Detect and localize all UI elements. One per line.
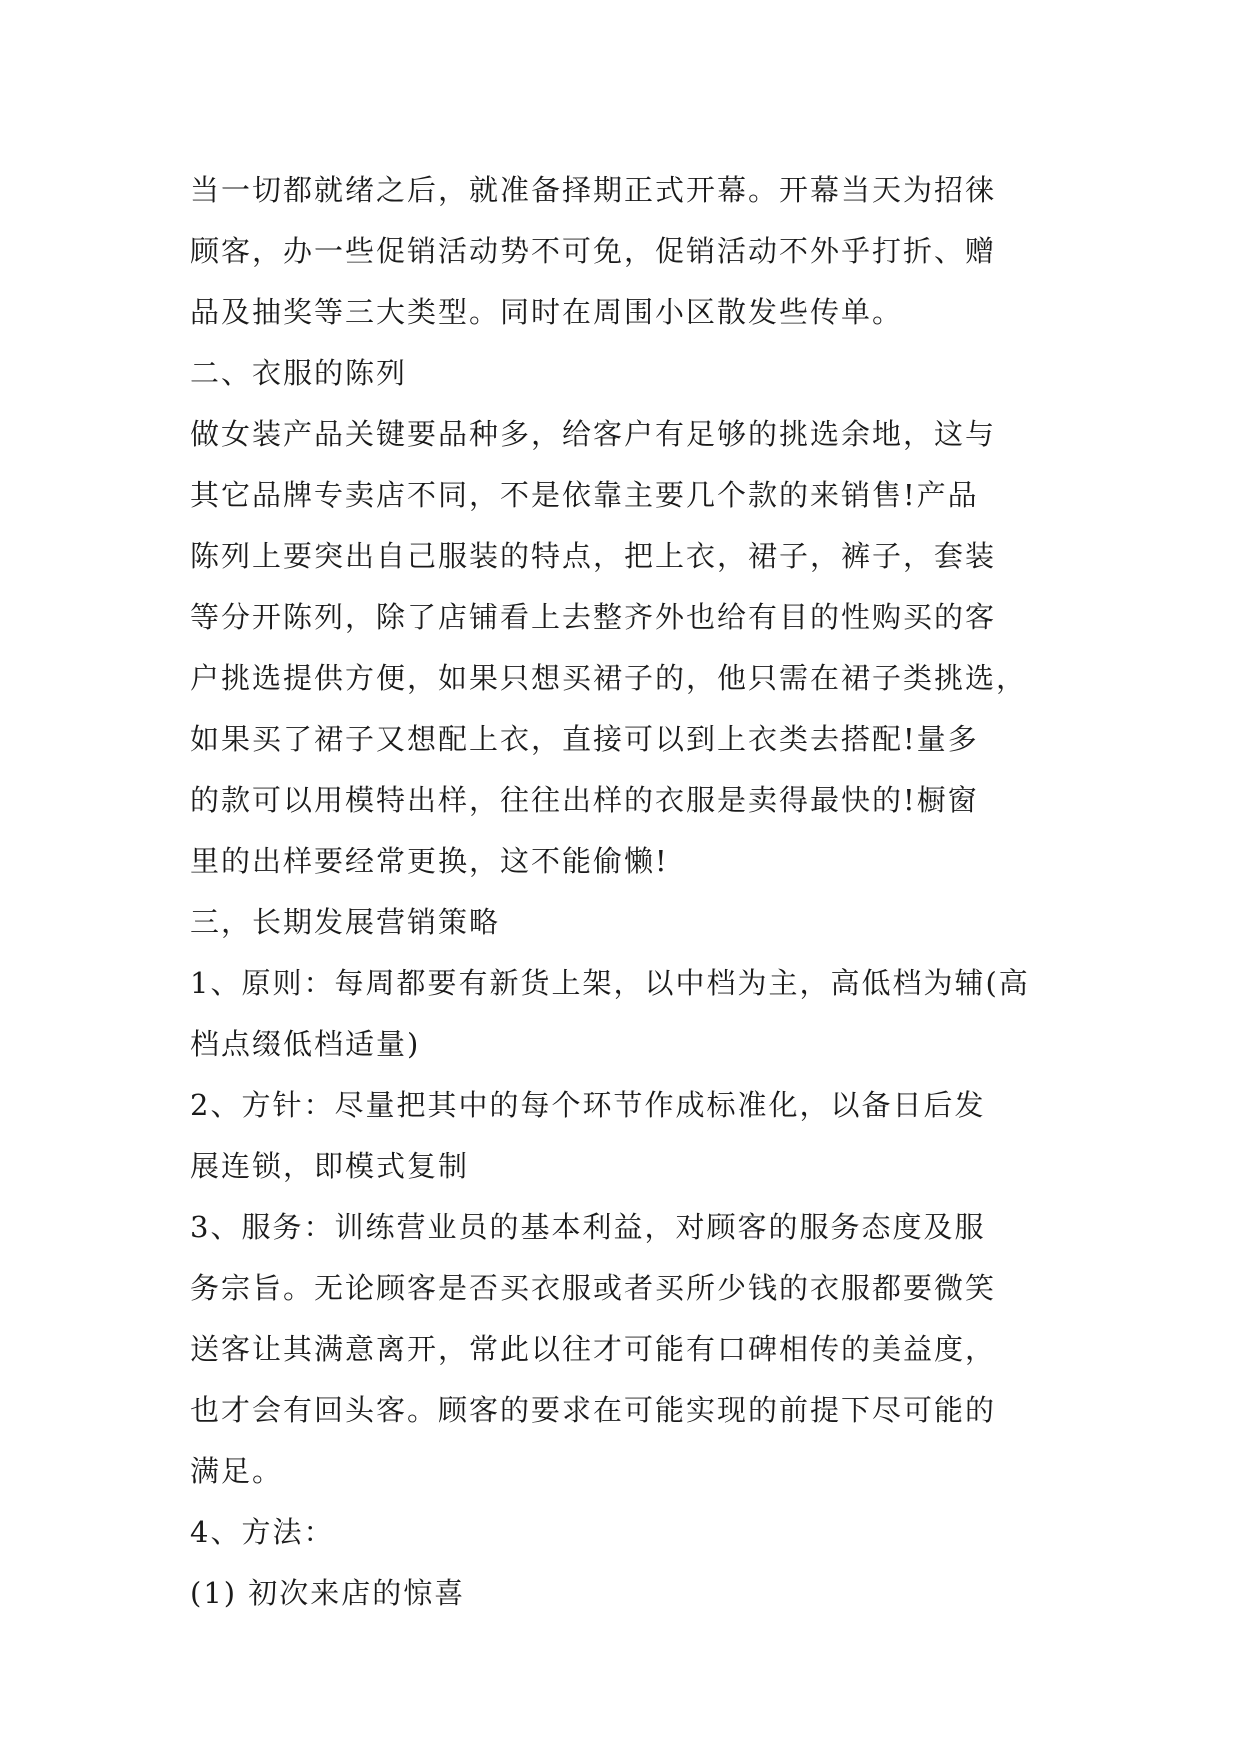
text-line: 2、方针：尽量把其中的每个环节作成标准化，以备日后发 [190,1088,986,1122]
text-line: 3、服务：训练营业员的基本利益，对顾客的服务态度及服 [190,1210,986,1244]
text-line: 顾客，办一些促销活动势不可免，促销活动不外乎打折、赠 [190,234,997,268]
text-line: 做女装产品关键要品种多，给客户有足够的挑选余地，这与 [190,417,997,451]
text-line: 档点缀低档适量) [190,1027,421,1061]
text-line: 4、方法： [190,1515,335,1549]
section-heading: 三，长期发展营销策略 [190,905,501,939]
text-line: 户挑选提供方便，如果只想买裙子的，他只需在裙子类挑选， [190,661,1028,695]
text-line: 1、原则：每周都要有新货上架，以中档为主，高低档为辅(高 [190,966,1030,1000]
text-line: 当一切都就绪之后，就准备择期正式开幕。开幕当天为招徕 [190,173,997,207]
text-line: 品及抽奖等三大类型。同时在周围小区散发些传单。 [190,295,904,329]
text-line: 等分开陈列，除了店铺看上去整齐外也给有目的性购买的客 [190,600,997,634]
text-line: 如果买了裙子又想配上衣，直接可以到上衣类去搭配!量多 [190,722,979,756]
text-line: 的款可以用模特出样，往往出样的衣服是卖得最快的!橱窗 [190,783,979,817]
text-line: 展连锁，即模式复制 [190,1149,470,1183]
text-line: 满足。 [190,1454,284,1488]
text-line: (1) 初次来店的惊喜 [190,1576,466,1610]
text-line: 陈列上要突出自己服装的特点，把上衣，裙子，裤子，套装 [190,539,997,573]
text-line: 也才会有回头客。顾客的要求在可能实现的前提下尽可能的 [190,1393,997,1427]
text-line: 送客让其满意离开，常此以往才可能有口碑相传的美益度， [190,1332,997,1366]
text-line: 里的出样要经常更换，这不能偷懒! [190,844,669,878]
text-line: 务宗旨。无论顾客是否买衣服或者买所少钱的衣服都要微笑 [190,1271,997,1305]
section-heading: 二、衣服的陈列 [190,356,408,390]
text-line: 其它品牌专卖店不同，不是依靠主要几个款的来销售!产品 [190,478,979,512]
body-text [190,160,1070,1624]
